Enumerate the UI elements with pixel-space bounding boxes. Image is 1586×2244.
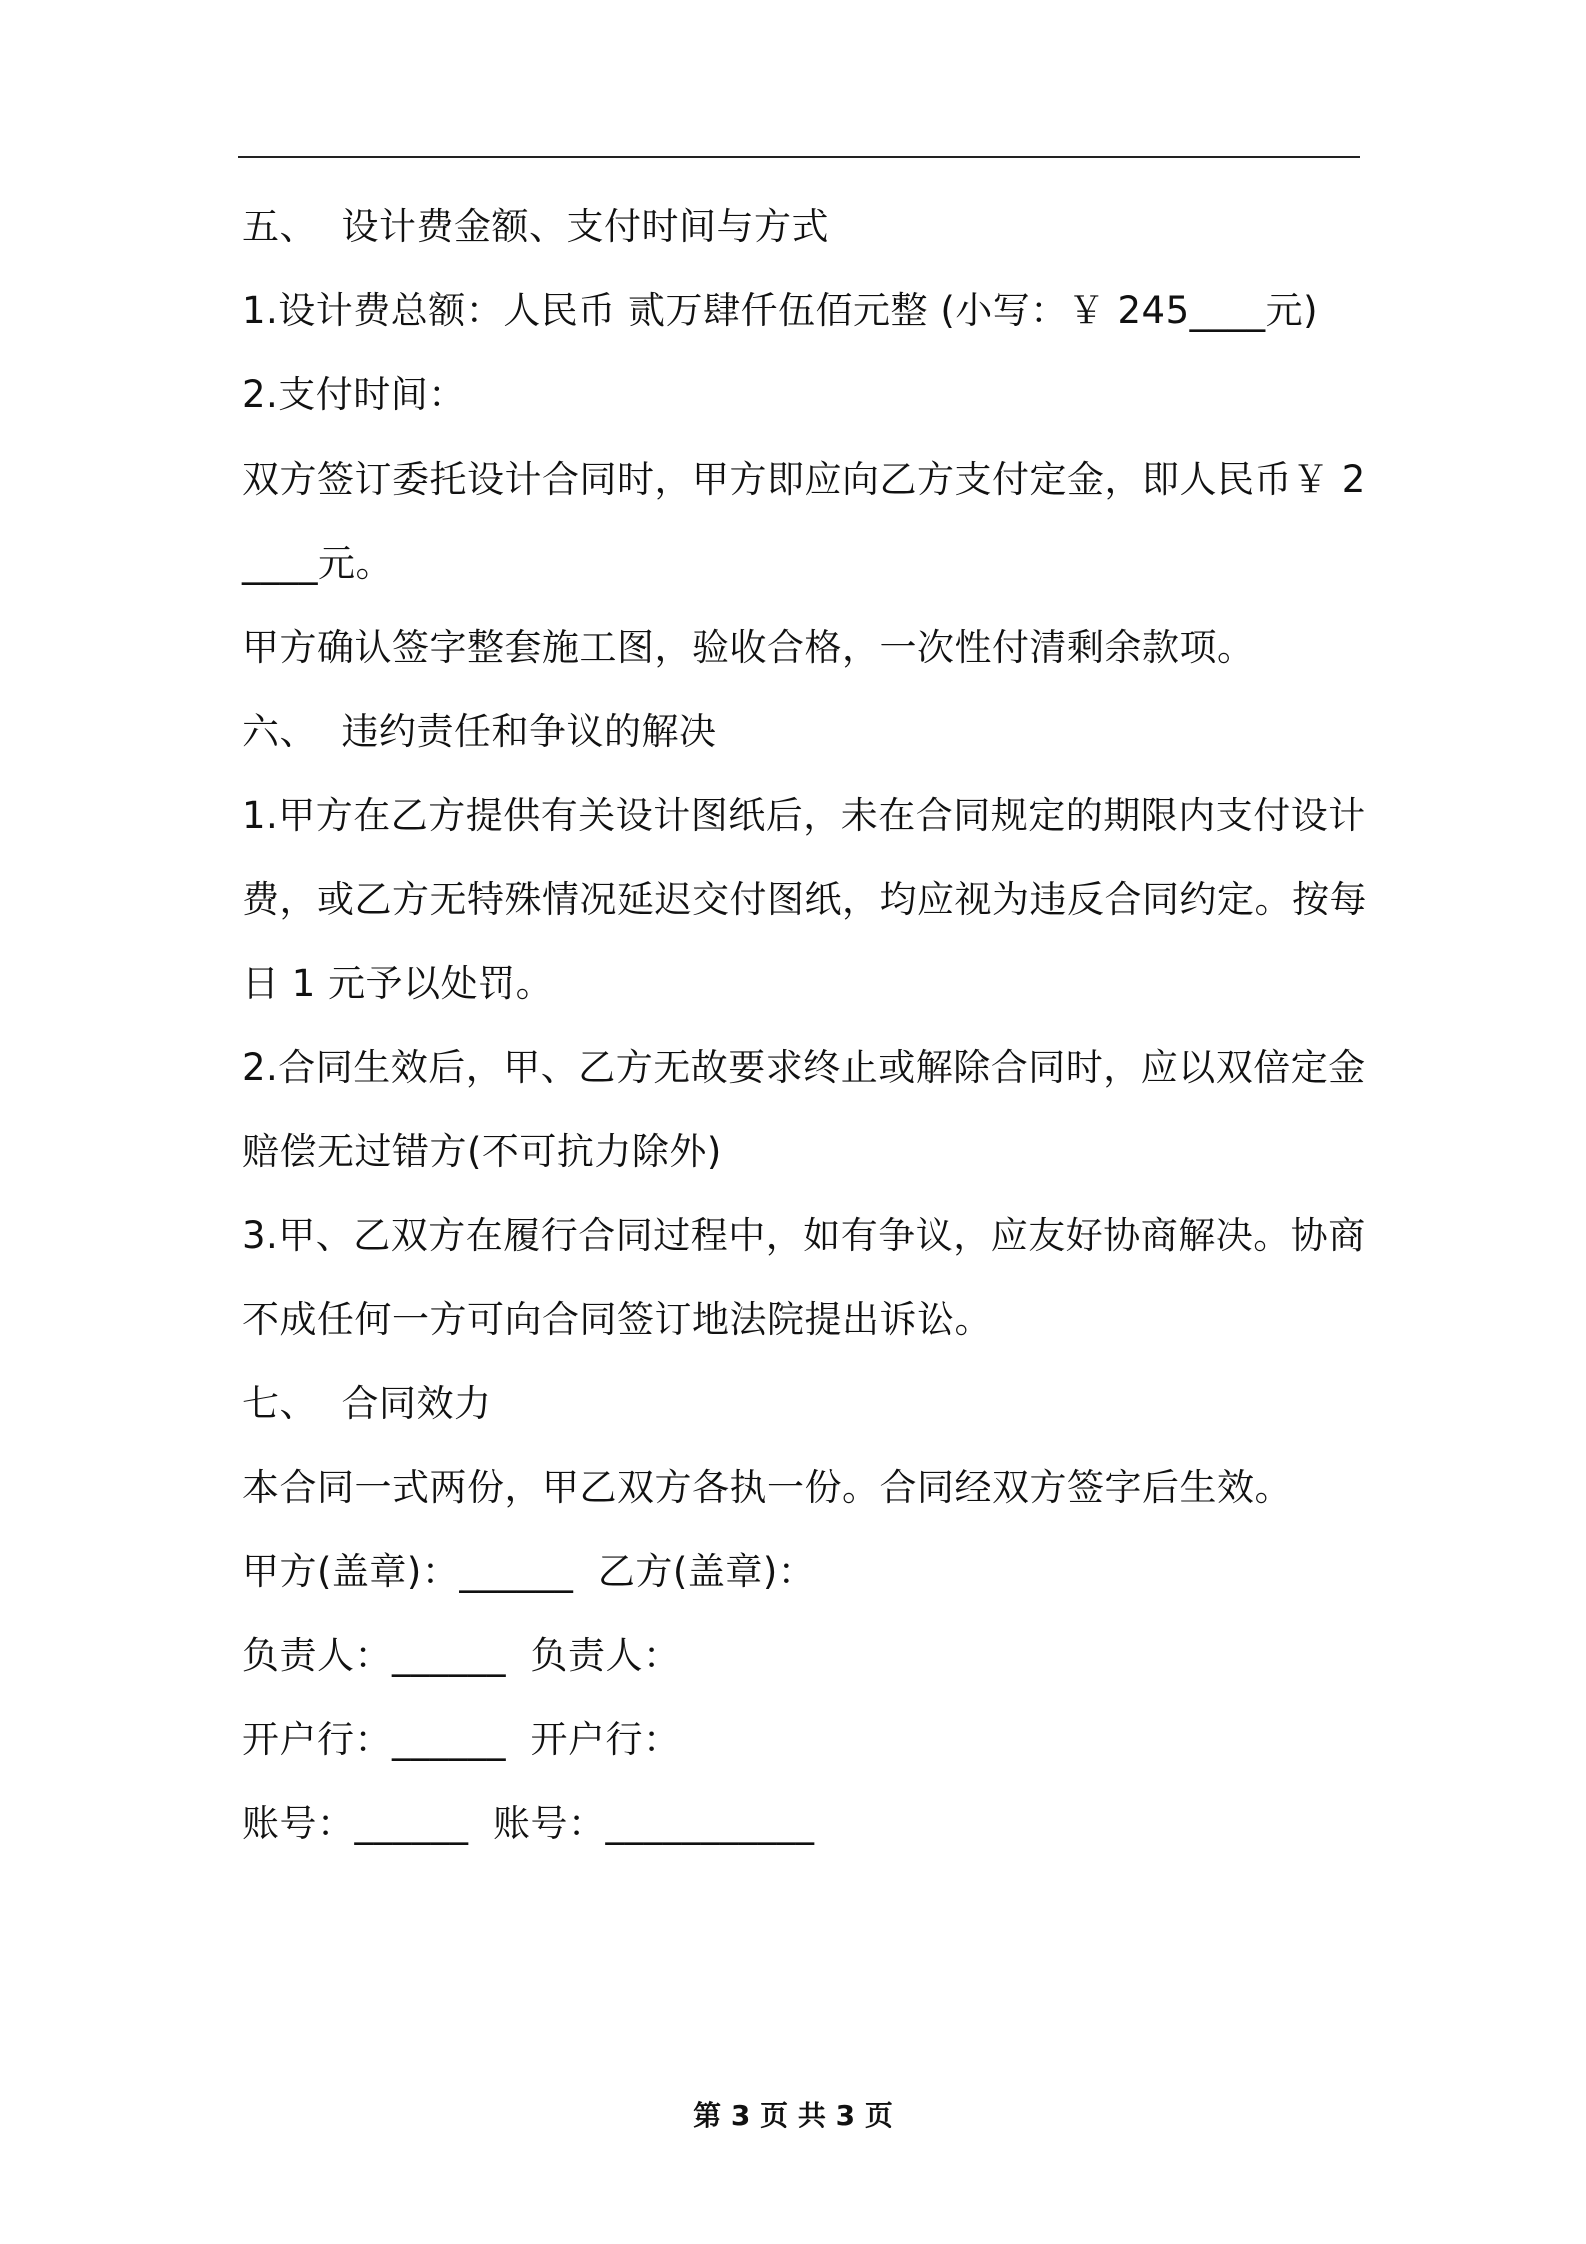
dispute-clause-line-1: 3.甲、乙双方在履行合同过程中，如有争议，应友好协商解决。协商: [242, 1214, 1366, 1257]
section-six-heading: 六、 违约责任和争议的解决: [242, 710, 717, 753]
deposit-clause-line-1: 双方签订委托设计合同时，甲方即应向乙方支付定金，即人民币￥ 2: [242, 458, 1366, 501]
breach-clause-1-line-1: 1.甲方在乙方提供有关设计图纸后，未在合同规定的期限内支付设计: [242, 794, 1366, 837]
seal-signature-line: 甲方(盖章)：______ 乙方(盖章)：: [242, 1550, 816, 1593]
validity-clause: 本合同一式两份，甲乙双方各执一份。合同经双方签字后生效。: [242, 1466, 1292, 1509]
account-number-line: 账号：______ 账号：___________: [242, 1802, 815, 1845]
breach-clause-2-line-2: 赔偿无过错方(不可抗力除外): [242, 1130, 722, 1173]
breach-clause-1-line-2: 费，或乙方无特殊情况延迟交付图纸，均应视为违反合同约定。按每: [242, 878, 1367, 921]
final-payment-clause: 甲方确认签字整套施工图，验收合格，一次性付清剩余款项。: [242, 626, 1255, 669]
dispute-clause-line-2: 不成任何一方可向合同签订地法院提出诉讼。: [242, 1298, 992, 1341]
breach-clause-1-line-3: 日 1 元予以处罚。: [242, 962, 554, 1005]
payment-time-heading: 2.支付时间：: [242, 373, 466, 416]
breach-clause-2-line-1: 2.合同生效后，甲、乙方无故要求终止或解除合同时，应以双倍定金: [242, 1046, 1366, 1089]
header-rule: [238, 156, 1360, 158]
design-fee-total: 1.设计费总额：人民币 贰万肆仟伍佰元整 (小写：￥ 245____元): [242, 289, 1319, 332]
responsible-person-line: 负责人：______ 负责人：: [242, 1634, 681, 1677]
section-seven-heading: 七、 合同效力: [242, 1382, 492, 1425]
page-number-footer: 第 3 页 共 3 页: [693, 2099, 893, 2132]
bank-line: 开户行：______ 开户行：: [242, 1718, 681, 1761]
deposit-clause-line-2: ____元。: [242, 542, 393, 585]
section-five-heading: 五、 设计费金额、支付时间与方式: [242, 205, 830, 248]
